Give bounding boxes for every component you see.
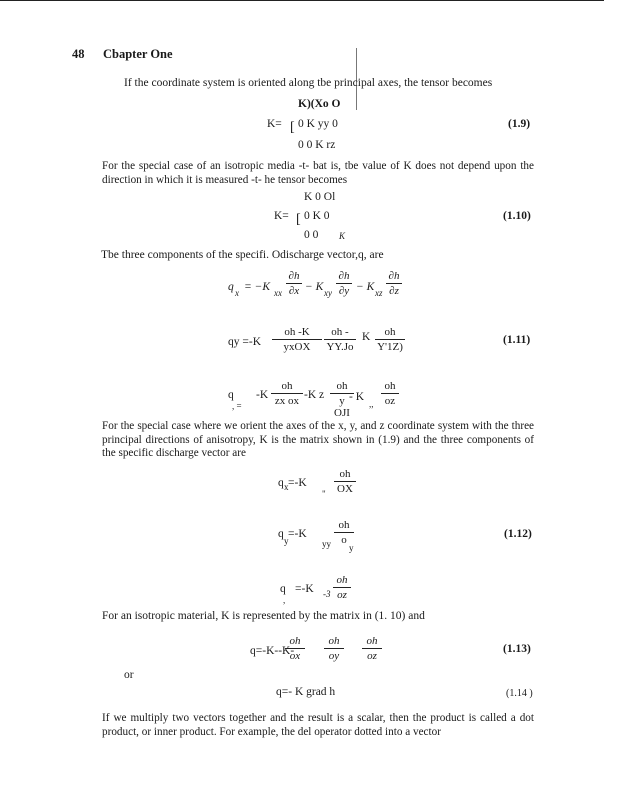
eq111-l1-sub: x xyxy=(235,288,239,298)
eq112-l1-lhs: q xyxy=(278,477,284,489)
eq110-row2: 0 K 0 xyxy=(304,210,330,222)
eq19-label: K= xyxy=(267,118,282,130)
eq111-l2-frac1: oh -K yxOX xyxy=(272,326,322,353)
eq19-bracket: [ xyxy=(290,120,295,135)
eq19-row3: 0 0 K rz xyxy=(298,139,336,151)
eq112-l2-sub: y xyxy=(284,536,289,546)
eq110-row3-k: K xyxy=(339,231,346,241)
eq111-l3-lhs: q xyxy=(228,389,234,401)
eq110-row1: K 0 Ol xyxy=(304,191,336,203)
eq112-l3-ksub: -3 xyxy=(323,589,331,599)
eq19-number: (1.9) xyxy=(508,118,531,130)
eq111-l1-eq: = −K xyxy=(244,281,271,293)
chapter-title: Cbapter One xyxy=(103,47,173,61)
eq112-number: (1.12) xyxy=(504,528,532,540)
eq111-l2-frac2: $\frac{oh -}{YY.Jo}$ xyxy=(324,326,356,353)
eq113-frac1: $\frac{oh}{ox}$ xyxy=(285,635,305,662)
page-number: 48 xyxy=(72,47,85,61)
eq113-number: (1.13) xyxy=(503,643,531,655)
eq112-l3-sub: , xyxy=(283,595,286,605)
paragraph-2: For the special case of an isotropic media -t- bat is, tbe value of K does not depend upon the direction in which it is measured -t- he tensor becomes xyxy=(102,160,534,186)
eq111-l3-mid: -K z xyxy=(304,389,325,401)
eq19-row2: 0 K yy 0 xyxy=(298,118,338,130)
eq112-l1-rhs: =-K xyxy=(288,477,307,489)
eq110-row3: 0 0 xyxy=(304,229,319,241)
eq113-lhs: q=-K--K- xyxy=(250,645,295,657)
eq112-l1-sub: x xyxy=(284,482,289,492)
eq113-frac3: $\frac{oh}{oz}$ xyxy=(362,635,382,662)
paragraph-6: If we multiply two vectors together and the result is a scalar, then the product is called a dot product, or inner product. For example, the del operator dotted into a vector xyxy=(102,712,534,738)
eq111-l2-frac3: $\frac{oh}{Y'1Z)}$ xyxy=(375,326,405,353)
eq114-number: (1.14 ) xyxy=(506,688,533,699)
eq111-l3-lhs-sub: , = xyxy=(232,401,242,411)
eq19-row1: K)(Xo O xyxy=(298,98,341,110)
eq110-number: (1.10) xyxy=(503,210,531,222)
paragraph-5: For an isotropic material, K is represented by the matrix in (1. 10) and xyxy=(102,610,425,622)
eq111-l1-k2sub: xy xyxy=(324,288,332,298)
eq111-l3-sub3: ,, xyxy=(369,399,374,409)
eq111-l1-frac3: $\frac{\partial h}{\partial z}$ xyxy=(386,270,402,297)
eq111-number: (1.11) xyxy=(503,334,531,346)
eq114-expression: q=- K grad h xyxy=(276,686,336,698)
eq112-l1-ksub: " xyxy=(322,489,326,499)
eq113-frac2: $\frac{oh}{oy}$ xyxy=(324,635,344,662)
eq111-l1-minus1: − K xyxy=(305,281,324,293)
paragraph-3: Tbe three components of the specifi. Odischarge vector,q, are xyxy=(101,249,384,261)
eq112-l2-lhs: q xyxy=(278,528,284,540)
eq112-l3-lhs: q xyxy=(280,583,286,595)
eq111-l1-minus2: − K xyxy=(356,281,375,293)
eq112-l2-ksub: yy xyxy=(322,539,331,549)
eq111-l1-frac2: $\frac{\partial h}{\partial y}$ xyxy=(336,270,352,297)
eq112-l2-frac: $\frac{oh}{o}$ xyxy=(334,519,354,546)
eq111-l1-k1sub: xx xyxy=(274,288,282,298)
eq111-l3-mid2: - K xyxy=(349,391,365,403)
eq112-l3-frac: $\frac{oh}{oz}$ xyxy=(333,574,351,601)
eq111-l3-frac2: oh y OJI xyxy=(330,380,354,419)
eq111-l3-k: -K xyxy=(256,389,269,401)
eq111-l3-frac3: $\frac{oh}{oz}$ xyxy=(381,380,399,407)
eq111-l1-k3sub: xz xyxy=(375,288,383,298)
top-rule xyxy=(0,0,604,1)
eq112-l1-frac: $\frac{oh}{OX}$ xyxy=(334,468,356,495)
eq112-l2-rhs: =-K xyxy=(288,528,307,540)
paragraph-1: If the coordinate system is oriented along tbe principal axes, the tensor becomes xyxy=(124,77,493,89)
eq110-label: K= xyxy=(274,210,289,222)
eq110-bracket: [ xyxy=(296,212,301,227)
eq111-l2-lhs: qy =-K xyxy=(228,336,261,348)
paragraph-4: For the special case where we orient the axes of the x, y, and z coordinate system with the three principal directions of anisotropy, K is the matrix shown in (1.9) and the three components of the specific discharge vector are xyxy=(102,420,534,460)
eq111-l2-mid: K xyxy=(362,331,371,343)
eq112-l2-dsub: y xyxy=(349,543,354,553)
eq111-l1-frac1: $\frac{\partial h}{\partial x}$ xyxy=(286,270,302,297)
eq112-l3-rhs: =-K xyxy=(295,583,314,595)
eq111-l3-frac1: $\frac{oh}{\text{zx ox}}$ xyxy=(271,380,303,407)
or-word: or xyxy=(124,669,134,681)
eq111-l1-lhs: q xyxy=(228,281,234,293)
